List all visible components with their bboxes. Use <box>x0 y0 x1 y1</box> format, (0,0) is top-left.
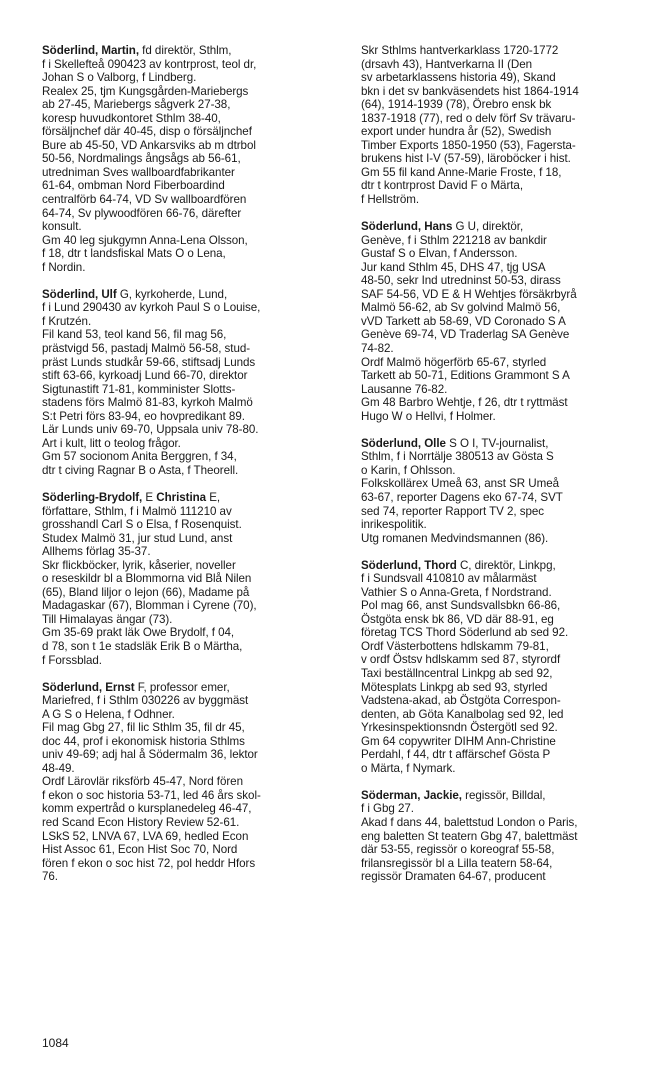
entry-line: Fil mag Gbg 27, fil lic Sthlm 35, fil dr 45, <box>42 721 245 735</box>
entry-line: (65), Bland liljor o lejon (66), Madame på <box>42 585 250 599</box>
entry-line: Sigtunastift 71-81, komminister Slotts- <box>42 382 236 396</box>
entry-line: Johan S o Valborg, f Lindberg. <box>42 71 197 85</box>
entry-line: Realex 25, tjm Kungsgården-Mariebergs <box>42 84 249 98</box>
entry-line: (64), 1914-1939 (78), Örebro ensk bk <box>361 98 552 112</box>
entry-line: Gm 48 Barbro Wehtje, f 26, dtr t ryttmäst <box>361 396 568 410</box>
entry-line: sed 74, reporter Rapport TV 2, spec <box>361 504 544 518</box>
entry-line: Vadstena-akad, ab Östgöta Correspon- <box>361 694 561 708</box>
entry-line: Malmö 56-62, ab Sv golvind Malmö 56, <box>361 301 561 315</box>
entry-line: dtr t kontrprost David F o Märta, <box>361 179 524 193</box>
biography-entry <box>42 288 342 478</box>
entry-line: Taxi beställncentral Linkpg ab sed 92, <box>361 667 553 681</box>
entry-line: export under hundra år (52), Swedish <box>361 125 552 139</box>
entry-line: vVD Tarkett ab 58-69, VD Coronado S A <box>361 314 566 328</box>
entry-line: 61-64, ombman Nord Fiberboardind <box>42 179 225 193</box>
entry-line: Gm 35-69 prakt läk Owe Brydolf, f 04, <box>42 626 235 640</box>
entry-line: präst Lunds studkår 59-66, stiftsadj Lunds <box>42 355 256 369</box>
entry-line: Jur kand Sthlm 45, DHS 47, tjg USA <box>361 260 546 274</box>
entry-line: Akad f dans 44, balettstud London o Paris, <box>361 815 578 829</box>
entry-line: sv arbetarklassens historia 49), Skand <box>361 71 556 85</box>
entry-line: v ordf Östsv hdlskamm sed 87, styrordf <box>361 653 561 667</box>
entry-line: f 18, dtr t landsfiskal Mats O o Lena, <box>42 247 226 261</box>
entry-line: försäljnchef där 40-45, disp o försäljnchef <box>42 125 252 139</box>
entry-line: f Nordin. <box>42 260 86 274</box>
entry-line: o Karin, f Ohlsson. <box>361 463 456 477</box>
entry-line: prästvigd 56, pastadj Malmö 56-58, stud- <box>42 341 251 355</box>
entry-line: f Krutzén. <box>42 314 92 328</box>
entry-line: 48-49. <box>42 761 75 775</box>
entry-line: Genève, f i Sthlm 221218 av bankdir <box>361 233 547 247</box>
entry-line: Bure ab 45-50, VD Ankarsviks ab m dtrbol <box>42 138 256 152</box>
entry-line: Ordf Lärovlär riksförb 45-47, Nord fören <box>42 775 243 789</box>
entry-line: Lär Lunds univ 69-70, Uppsala univ 78-80. <box>42 423 259 437</box>
entry-line: Sthlm, f i Norrtälje 380513 av Gösta S <box>361 450 554 464</box>
entry-line: Perdahl, f 44, dtr t affärschef Gösta P <box>361 748 551 762</box>
entry-line: författare, Sthlm, f i Malmö 111210 av <box>42 504 232 518</box>
left-column <box>42 44 342 897</box>
bold-name: Christina <box>156 490 207 504</box>
entry-name: Söderlund, Ernst <box>42 680 135 694</box>
entry-line: f i Gbg 27. <box>361 802 414 816</box>
entry-line: 50-56, Nordmalings ångsågs ab 56-61, <box>42 152 241 166</box>
entry-line: f ekon o soc historia 53-71, led 46 års skol- <box>42 788 261 802</box>
entry-line: utredniman Sves wallboardfabrikanter <box>42 165 235 179</box>
entry-line: LSkS 52, LNVA 67, LVA 69, hedled Econ <box>42 829 249 843</box>
entry-line: A G S o Helena, f Odhner. <box>42 707 175 721</box>
entry-line: Yrkesinspektionsndn Östergötl sed 92. <box>361 721 558 735</box>
entry-line: bkn i det sv bankväsendets hist 1864-1914 <box>361 84 579 98</box>
entry-line: komm expertråd o kursplanedeleg 46-47, <box>42 802 252 816</box>
entry-line: Gm 55 fil kand Anne-Marie Froste, f 18, <box>361 165 562 179</box>
entry-line: Ordf Västerbottens hdlskamm 79-81, <box>361 639 549 653</box>
entry-line: grosshandl Carl S o Elsa, f Rosenquist. <box>42 518 242 532</box>
biography-entry <box>361 789 653 884</box>
entry-line: doc 44, prof i ekonomisk historia Sthlms <box>42 734 245 748</box>
entry-line: 1837-1918 (77), red o delv förf Sv trävaru- <box>361 111 576 125</box>
entry-line: Pol mag 66, anst Sundsvallsbkn 66-86, <box>361 599 561 613</box>
entry-line: koresp huvudkontoret Sthlm 38-40, <box>42 111 221 125</box>
entry-line: Östgöta ensk bk 86, VD där 88-91, eg <box>361 612 554 626</box>
entry-line: Söderman, Jackie, regissör, Billdal, <box>361 788 546 802</box>
entry-line: dtr t civing Ragnar B o Asta, f Theorell. <box>42 463 239 477</box>
entry-line: Söderlund, Thord C, direktör, Linkpg, <box>361 558 556 572</box>
entry-line: f Forssblad. <box>42 653 102 667</box>
entry-line: regissör Dramaten 64-67, producent <box>361 870 546 884</box>
entry-line: Allhems förlag 35-37. <box>42 545 151 559</box>
entry-line: f i Skellefteå 090423 av kontrprost, teol dr, <box>42 57 257 71</box>
entry-line: denten, ab Göta Kanalbolag sed 92, led <box>361 707 564 721</box>
entry-line: Fil kand 53, teol kand 56, fil mag 56, <box>42 328 227 342</box>
entry-line: Gm 57 socionom Anita Berggren, f 34, <box>42 450 237 464</box>
entry-name: Söderlund, Olle <box>361 436 446 450</box>
entry-line: Utg romanen Medvindsmannen (86). <box>361 531 549 545</box>
entry-line: 64-74, Sv plywoodfören 66-76, därefter <box>42 206 242 220</box>
biography-entry <box>361 220 653 423</box>
entry-line: Skr Sthlms hantverkarklass 1720-1772 <box>361 44 559 57</box>
entry-line: Timber Exports 1850-1950 (53), Fagersta- <box>361 138 576 152</box>
entry-line: SAF 54-56, VD E & H Wehtjes försäkrbyrå <box>361 287 577 301</box>
entry-line: eng baletten St teatern Gbg 47, balettmäst <box>361 829 578 843</box>
entry-line: f i Sundsvall 410810 av målarmäst <box>361 572 537 586</box>
right-column <box>361 44 653 897</box>
entry-line: Hugo W o Hellvi, f Holmer. <box>361 409 496 423</box>
entry-line: Folkskollärex Umeå 63, anst SR Umeå <box>361 477 559 491</box>
entry-line: inrikespolitik. <box>361 518 427 532</box>
entry-line: f Hellström. <box>361 193 420 207</box>
entry-line: Söderlund, Hans G U, direktör, <box>361 220 524 234</box>
entry-name: Söderlund, Thord <box>361 558 457 572</box>
entry-line: 74-82. <box>361 341 394 355</box>
entry-line: Gm 40 leg sjukgymn Anna-Lena Olsson, <box>42 233 248 247</box>
page-number: 1084 <box>42 1036 69 1050</box>
biography-entry <box>42 681 342 884</box>
entry-line: Tarkett ab 50-71, Editions Grammont S A <box>361 369 570 383</box>
entry-line: Skr flickböcker, lyrik, kåserier, noveller <box>42 558 236 572</box>
entry-line: f i Lund 290430 av kyrkoh Paul S o Louise, <box>42 301 261 315</box>
entry-line: Söderlind, Ulf G, kyrkoherde, Lund, <box>42 287 228 301</box>
entry-line: centralförb 64-74, VD Sv wallboardfören <box>42 193 247 207</box>
entry-line: stift 63-66, kyrkoadj Lund 66-70, direktor <box>42 369 248 383</box>
entry-line: Ordf Malmö högerförb 65-67, styrled <box>361 355 547 369</box>
entry-name: Söderlund, Hans <box>361 220 453 234</box>
entry-line: red Scand Econ History Review 52-61. <box>42 816 240 830</box>
biography-entry <box>42 491 342 667</box>
entry-line: Mariefred, f i Sthlm 030226 av byggmäst <box>42 694 249 708</box>
biography-entry <box>361 44 653 207</box>
entry-line: Genève 69-74, VD Traderlag SA Genève <box>361 328 570 342</box>
entry-line: Vathier S o Anna-Greta, f Nordstrand. <box>361 585 552 599</box>
entry-line: där 53-55, regissör o koreograf 55-58, <box>361 843 555 857</box>
entry-line: o reseskildr bl a Blommorna vid Blå Nilen <box>42 572 252 586</box>
biography-entry <box>361 559 653 776</box>
entry-line: ab 27-45, Mariebergs sågverk 27-38, <box>42 98 231 112</box>
entry-line: Söderlund, Ernst F, professor emer, <box>42 680 230 694</box>
entry-line: Söderlind, Martin, fd direktör, Sthlm, <box>42 44 232 57</box>
entry-line: S:t Petri förs 83-94, eo hovpredikant 89. <box>42 409 245 423</box>
entry-name: Söderlind, Martin, <box>42 44 140 57</box>
entry-line: Till Himalayas ängar (73). <box>42 612 173 626</box>
entry-line: frilansregissör bl a Lilla teatern 58-64, <box>361 856 553 870</box>
entry-line: Hist Assoc 61, Econ Hist Soc 70, Nord <box>42 843 238 857</box>
entry-line: konsult. <box>42 220 82 234</box>
entry-line: Mötesplats Linkpg ab sed 93, styrled <box>361 680 548 694</box>
entry-line: Gm 64 copywriter DIHM Ann-Christine <box>361 734 556 748</box>
entry-line: Gustaf S o Elvan, f Andersson. <box>361 247 518 261</box>
entry-name: Söderman, Jackie, <box>361 788 462 802</box>
entry-line: företag TCS Thord Söderlund ab sed 92. <box>361 626 569 640</box>
entry-name: Söderling-Brydolf, <box>42 490 143 504</box>
entry-line: Madagaskar (67), Blomman i Cyrene (70), <box>42 599 257 613</box>
entry-line: o Märta, f Nymark. <box>361 761 456 775</box>
entry-line: stadens förs Malmö 81-83, kyrkoh Malmö <box>42 396 253 410</box>
entry-line: brukens hist I-V (57-59), läroböcker i hist. <box>361 152 571 166</box>
entry-line: Studex Malmö 31, jur stud Lund, anst <box>42 531 233 545</box>
biography-entry <box>361 437 653 545</box>
entry-line: univ 49-69; adj hal å Södermalm 36, lektor <box>42 748 258 762</box>
entry-line: fören f ekon o soc hist 72, pol heddr Hfors <box>42 856 256 870</box>
entry-line: 76. <box>42 870 58 884</box>
entry-line: (drsavh 43), Hantverkarna II (Den <box>361 57 533 71</box>
biography-entry <box>42 44 342 274</box>
entry-line: Lausanne 76-82. <box>361 382 448 396</box>
entry-line: Söderlund, Olle S O I, TV-journalist, <box>361 436 549 450</box>
entry-line: d 78, son t 1e stadsläk Erik B o Märtha, <box>42 639 243 653</box>
entry-name: Söderlind, Ulf <box>42 287 117 301</box>
entry-line: Art i kult, litt o teolog frågor. <box>42 436 181 450</box>
entry-line: 63-67, reporter Dagens eko 67-74, SVT <box>361 490 563 504</box>
entry-line: 48-50, sekr Ind utredninst 50-53, dirass <box>361 274 561 288</box>
entry-line: Söderling-Brydolf, E Christina E, <box>42 490 221 504</box>
